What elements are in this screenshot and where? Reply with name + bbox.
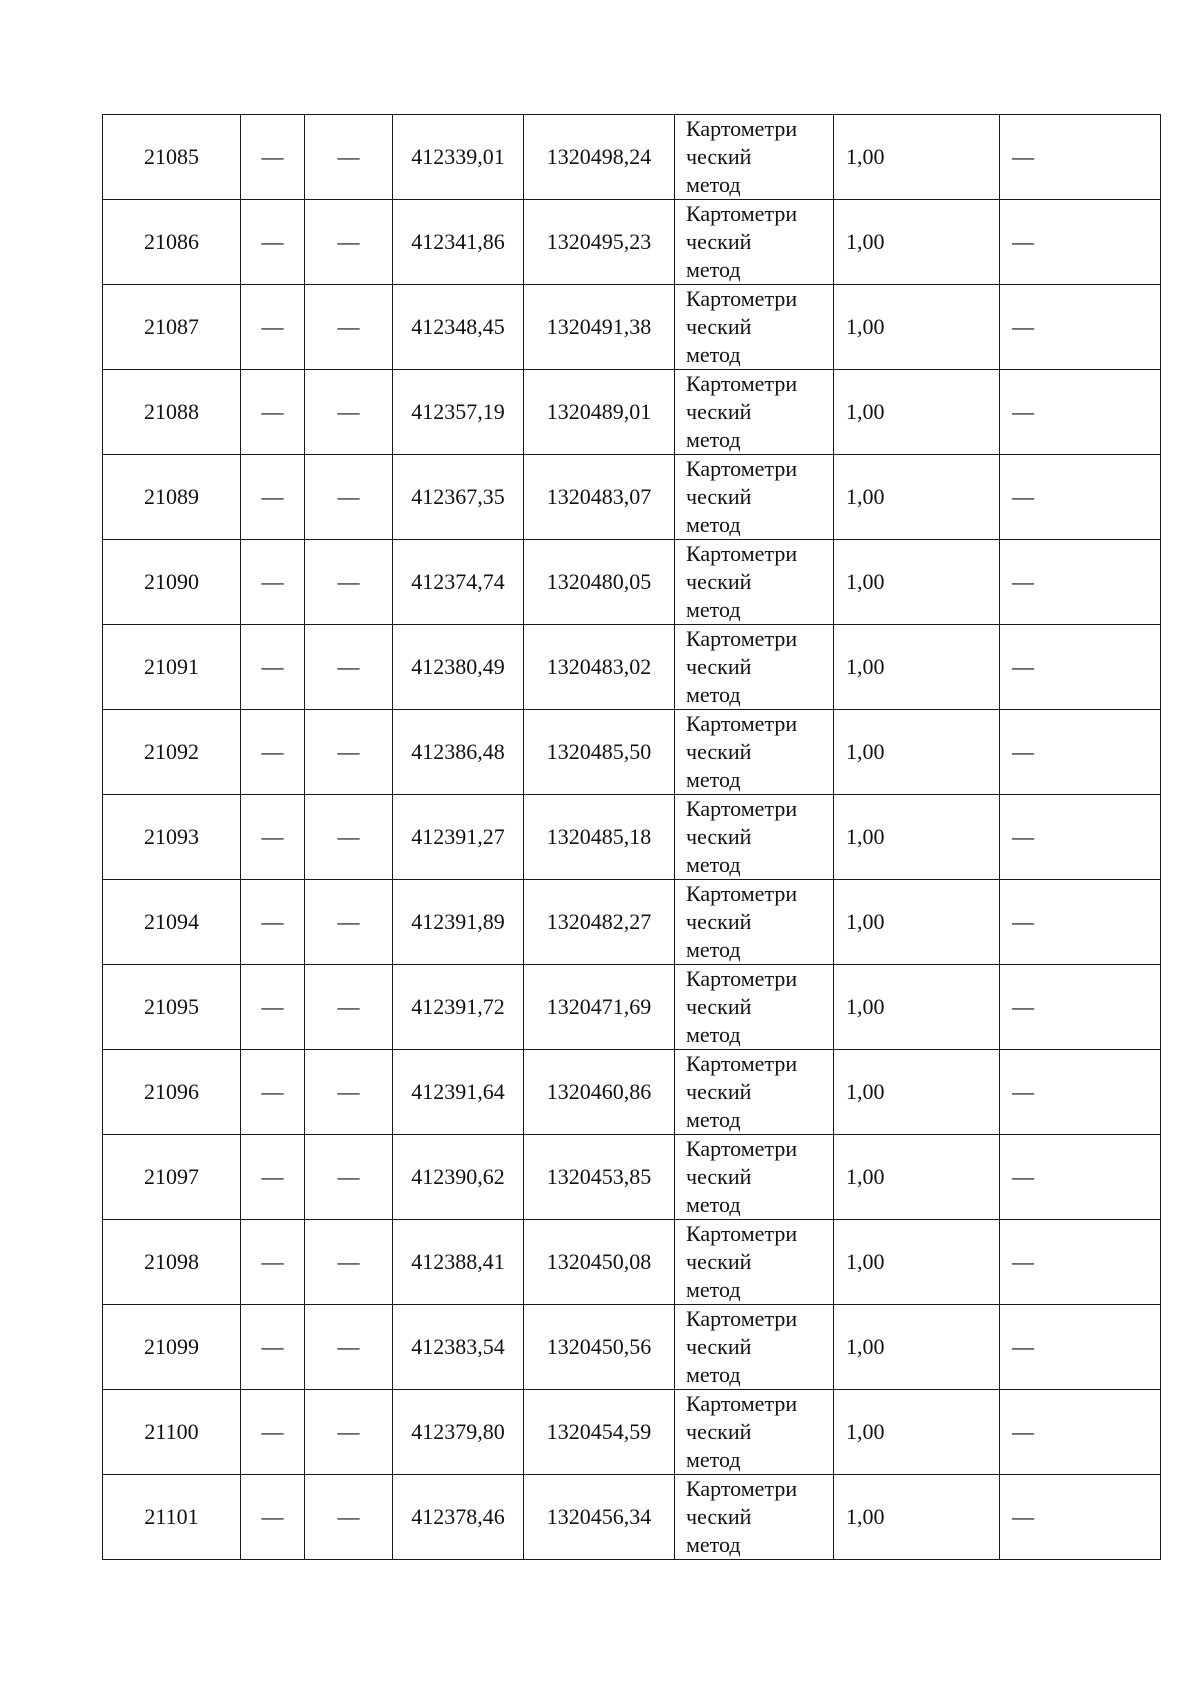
empty-dash-cell: — <box>305 200 393 285</box>
table-row <box>103 1305 1161 1390</box>
table-row <box>103 540 1161 625</box>
y-coordinate-cell: 1320460,86 <box>524 1050 675 1135</box>
method-text-line: ческий <box>686 1249 752 1274</box>
method-text-line: метод <box>686 682 741 707</box>
note-dash-cell: — <box>1000 880 1161 965</box>
point-number-cell: 21095 <box>103 965 241 1050</box>
empty-dash-cell: — <box>241 1305 305 1390</box>
method-text-line: Картометри <box>686 1391 798 1416</box>
x-coordinate-cell: 412357,19 <box>393 370 524 455</box>
table-row <box>103 200 1161 285</box>
accuracy-cell: 1,00 <box>834 285 1000 370</box>
method-text-line: метод <box>686 1532 741 1557</box>
point-number-cell: 21088 <box>103 370 241 455</box>
y-coordinate-cell: 1320495,23 <box>524 200 675 285</box>
method-text-line: ческий <box>686 994 752 1019</box>
method-text-line: метод <box>686 1022 741 1047</box>
method-text-line: ческий <box>686 314 752 339</box>
method-cell <box>675 540 834 625</box>
note-dash-cell: — <box>1000 710 1161 795</box>
method-text-line: Картометри <box>686 371 798 396</box>
accuracy-cell: 1,00 <box>834 795 1000 880</box>
method-text-line: Картометри <box>686 626 798 651</box>
accuracy-cell: 1,00 <box>834 1475 1000 1560</box>
y-coordinate-cell: 1320491,38 <box>524 285 675 370</box>
method-text-line: метод <box>686 1277 741 1302</box>
accuracy-cell: 1,00 <box>834 200 1000 285</box>
method-text-line: ческий <box>686 1079 752 1104</box>
empty-dash-cell: — <box>241 710 305 795</box>
method-text-line: Картометри <box>686 201 798 226</box>
empty-dash-cell: — <box>305 795 393 880</box>
point-number-cell: 21097 <box>103 1135 241 1220</box>
x-coordinate-cell: 412383,54 <box>393 1305 524 1390</box>
point-number-cell: 21098 <box>103 1220 241 1305</box>
method-text-line: метод <box>686 1192 741 1217</box>
empty-dash-cell: — <box>305 455 393 540</box>
method-text-line: ческий <box>686 569 752 594</box>
method-text-line: Картометри <box>686 286 798 311</box>
method-text-line: метод <box>686 257 741 282</box>
note-dash-cell: — <box>1000 965 1161 1050</box>
coordinates-table-body <box>103 115 1161 1560</box>
empty-dash-cell: — <box>241 1390 305 1475</box>
empty-dash-cell: — <box>305 285 393 370</box>
note-dash-cell: — <box>1000 1475 1161 1560</box>
method-cell <box>675 880 834 965</box>
table-row <box>103 1475 1161 1560</box>
empty-dash-cell: — <box>305 1390 393 1475</box>
note-dash-cell: — <box>1000 1390 1161 1475</box>
method-cell <box>675 1305 834 1390</box>
empty-dash-cell: — <box>241 880 305 965</box>
empty-dash-cell: — <box>241 965 305 1050</box>
method-text-line: Картометри <box>686 1221 798 1246</box>
y-coordinate-cell: 1320482,27 <box>524 880 675 965</box>
empty-dash-cell: — <box>305 965 393 1050</box>
table-row <box>103 285 1161 370</box>
empty-dash-cell: — <box>305 710 393 795</box>
note-dash-cell: — <box>1000 1135 1161 1220</box>
x-coordinate-cell: 412378,46 <box>393 1475 524 1560</box>
method-cell <box>675 1390 834 1475</box>
empty-dash-cell: — <box>241 200 305 285</box>
method-text-line: метод <box>686 767 741 792</box>
note-dash-cell: — <box>1000 795 1161 880</box>
empty-dash-cell: — <box>241 370 305 455</box>
method-cell <box>675 370 834 455</box>
method-text-line: Картометри <box>686 116 798 141</box>
accuracy-cell: 1,00 <box>834 965 1000 1050</box>
empty-dash-cell: — <box>305 370 393 455</box>
empty-dash-cell: — <box>241 285 305 370</box>
point-number-cell: 21096 <box>103 1050 241 1135</box>
method-text-line: ческий <box>686 909 752 934</box>
note-dash-cell: — <box>1000 1050 1161 1135</box>
accuracy-cell: 1,00 <box>834 1390 1000 1475</box>
y-coordinate-cell: 1320450,08 <box>524 1220 675 1305</box>
empty-dash-cell: — <box>305 1475 393 1560</box>
method-cell <box>675 1050 834 1135</box>
note-dash-cell: — <box>1000 285 1161 370</box>
point-number-cell: 21090 <box>103 540 241 625</box>
y-coordinate-cell: 1320471,69 <box>524 965 675 1050</box>
empty-dash-cell: — <box>241 1475 305 1560</box>
empty-dash-cell: — <box>241 540 305 625</box>
method-cell <box>675 115 834 200</box>
empty-dash-cell: — <box>305 625 393 710</box>
method-text-line: ческий <box>686 1334 752 1359</box>
x-coordinate-cell: 412391,64 <box>393 1050 524 1135</box>
empty-dash-cell: — <box>241 455 305 540</box>
method-text-line: метод <box>686 597 741 622</box>
method-text-line: метод <box>686 1447 741 1472</box>
empty-dash-cell: — <box>305 115 393 200</box>
table-row <box>103 1135 1161 1220</box>
empty-dash-cell: — <box>305 880 393 965</box>
method-text-line: ческий <box>686 144 752 169</box>
method-text-line: ческий <box>686 1419 752 1444</box>
method-text-line: Картометри <box>686 1476 798 1501</box>
note-dash-cell: — <box>1000 200 1161 285</box>
point-number-cell: 21101 <box>103 1475 241 1560</box>
table-row <box>103 1390 1161 1475</box>
x-coordinate-cell: 412380,49 <box>393 625 524 710</box>
y-coordinate-cell: 1320456,34 <box>524 1475 675 1560</box>
method-text-line: ческий <box>686 1164 752 1189</box>
empty-dash-cell: — <box>241 795 305 880</box>
accuracy-cell: 1,00 <box>834 115 1000 200</box>
table-row <box>103 115 1161 200</box>
point-number-cell: 21092 <box>103 710 241 795</box>
method-text-line: ческий <box>686 739 752 764</box>
point-number-cell: 21093 <box>103 795 241 880</box>
method-cell <box>675 965 834 1050</box>
accuracy-cell: 1,00 <box>834 1220 1000 1305</box>
method-cell <box>675 455 834 540</box>
y-coordinate-cell: 1320483,07 <box>524 455 675 540</box>
method-text-line: ческий <box>686 1504 752 1529</box>
x-coordinate-cell: 412386,48 <box>393 710 524 795</box>
method-cell <box>675 1475 834 1560</box>
point-number-cell: 21089 <box>103 455 241 540</box>
x-coordinate-cell: 412339,01 <box>393 115 524 200</box>
empty-dash-cell: — <box>305 1220 393 1305</box>
coordinates-table <box>102 114 1161 1560</box>
point-number-cell: 21086 <box>103 200 241 285</box>
accuracy-cell: 1,00 <box>834 1050 1000 1135</box>
note-dash-cell: — <box>1000 370 1161 455</box>
x-coordinate-cell: 412367,35 <box>393 455 524 540</box>
method-cell <box>675 200 834 285</box>
method-text-line: ческий <box>686 399 752 424</box>
y-coordinate-cell: 1320454,59 <box>524 1390 675 1475</box>
x-coordinate-cell: 412348,45 <box>393 285 524 370</box>
method-cell <box>675 1135 834 1220</box>
method-cell <box>675 285 834 370</box>
y-coordinate-cell: 1320483,02 <box>524 625 675 710</box>
method-text-line: Картометри <box>686 1136 798 1161</box>
y-coordinate-cell: 1320489,01 <box>524 370 675 455</box>
method-text-line: Картометри <box>686 711 798 736</box>
y-coordinate-cell: 1320485,18 <box>524 795 675 880</box>
accuracy-cell: 1,00 <box>834 880 1000 965</box>
x-coordinate-cell: 412388,41 <box>393 1220 524 1305</box>
point-number-cell: 21094 <box>103 880 241 965</box>
note-dash-cell: — <box>1000 455 1161 540</box>
method-text-line: ческий <box>686 824 752 849</box>
table-row <box>103 625 1161 710</box>
y-coordinate-cell: 1320498,24 <box>524 115 675 200</box>
method-text-line: ческий <box>686 484 752 509</box>
note-dash-cell: — <box>1000 115 1161 200</box>
accuracy-cell: 1,00 <box>834 1305 1000 1390</box>
method-cell <box>675 1220 834 1305</box>
point-number-cell: 21091 <box>103 625 241 710</box>
method-text-line: метод <box>686 1107 741 1132</box>
y-coordinate-cell: 1320485,50 <box>524 710 675 795</box>
empty-dash-cell: — <box>241 115 305 200</box>
method-text-line: метод <box>686 937 741 962</box>
method-text-line: метод <box>686 852 741 877</box>
method-text-line: Картометри <box>686 966 798 991</box>
method-cell <box>675 710 834 795</box>
method-text-line: метод <box>686 342 741 367</box>
empty-dash-cell: — <box>305 1305 393 1390</box>
table-row <box>103 1220 1161 1305</box>
empty-dash-cell: — <box>241 1220 305 1305</box>
method-text-line: ческий <box>686 229 752 254</box>
empty-dash-cell: — <box>305 1135 393 1220</box>
x-coordinate-cell: 412379,80 <box>393 1390 524 1475</box>
point-number-cell: 21100 <box>103 1390 241 1475</box>
x-coordinate-cell: 412374,74 <box>393 540 524 625</box>
empty-dash-cell: — <box>241 625 305 710</box>
x-coordinate-cell: 412391,72 <box>393 965 524 1050</box>
note-dash-cell: — <box>1000 540 1161 625</box>
empty-dash-cell: — <box>305 540 393 625</box>
accuracy-cell: 1,00 <box>834 625 1000 710</box>
empty-dash-cell: — <box>305 1050 393 1135</box>
method-text-line: Картометри <box>686 541 798 566</box>
table-row <box>103 455 1161 540</box>
point-number-cell: 21087 <box>103 285 241 370</box>
accuracy-cell: 1,00 <box>834 540 1000 625</box>
note-dash-cell: — <box>1000 625 1161 710</box>
x-coordinate-cell: 412391,27 <box>393 795 524 880</box>
method-text-line: Картометри <box>686 796 798 821</box>
table-row <box>103 370 1161 455</box>
table-row <box>103 965 1161 1050</box>
y-coordinate-cell: 1320480,05 <box>524 540 675 625</box>
note-dash-cell: — <box>1000 1305 1161 1390</box>
method-text-line: метод <box>686 1362 741 1387</box>
method-text-line: метод <box>686 512 741 537</box>
y-coordinate-cell: 1320450,56 <box>524 1305 675 1390</box>
x-coordinate-cell: 412341,86 <box>393 200 524 285</box>
x-coordinate-cell: 412391,89 <box>393 880 524 965</box>
x-coordinate-cell: 412390,62 <box>393 1135 524 1220</box>
note-dash-cell: — <box>1000 1220 1161 1305</box>
method-text-line: Картометри <box>686 1306 798 1331</box>
table-row <box>103 795 1161 880</box>
y-coordinate-cell: 1320453,85 <box>524 1135 675 1220</box>
table-row <box>103 710 1161 795</box>
method-text-line: Картометри <box>686 881 798 906</box>
method-text-line: Картометри <box>686 456 798 481</box>
table-row <box>103 880 1161 965</box>
method-text-line: ческий <box>686 654 752 679</box>
accuracy-cell: 1,00 <box>834 370 1000 455</box>
empty-dash-cell: — <box>241 1050 305 1135</box>
method-cell <box>675 795 834 880</box>
point-number-cell: 21085 <box>103 115 241 200</box>
method-cell <box>675 625 834 710</box>
accuracy-cell: 1,00 <box>834 455 1000 540</box>
method-text-line: метод <box>686 172 741 197</box>
point-number-cell: 21099 <box>103 1305 241 1390</box>
accuracy-cell: 1,00 <box>834 1135 1000 1220</box>
method-text-line: метод <box>686 427 741 452</box>
method-text-line: Картометри <box>686 1051 798 1076</box>
table-row <box>103 1050 1161 1135</box>
accuracy-cell: 1,00 <box>834 710 1000 795</box>
empty-dash-cell: — <box>241 1135 305 1220</box>
